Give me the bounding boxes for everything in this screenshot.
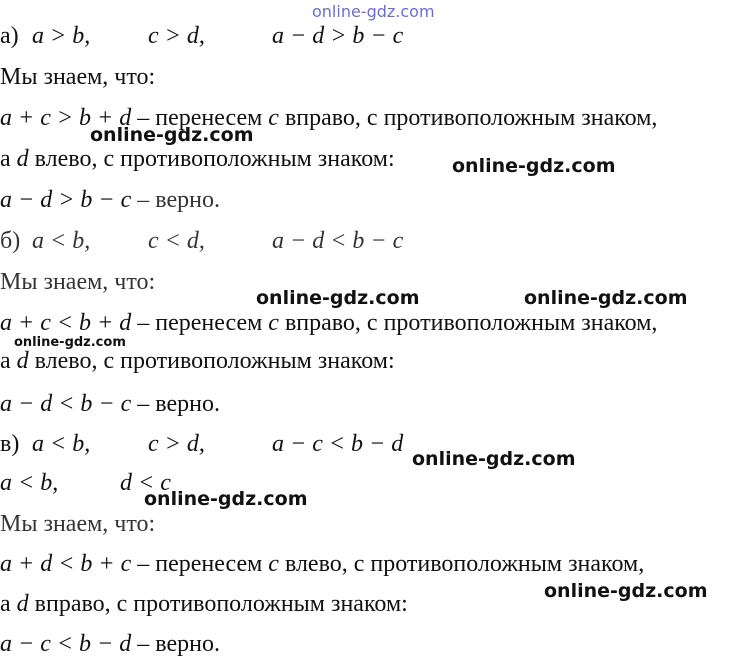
part-c-rewrite	[0, 469, 171, 497]
part-a-step-1-var: c	[268, 105, 279, 131]
part-b-step-1-math: a + c < b + d	[0, 310, 132, 336]
part-a-step-1-rest: вправо, с противоположным знаком,	[278, 105, 658, 131]
part-c-result	[0, 630, 220, 657]
watermark-1: online-gdz.com	[90, 124, 254, 146]
part-b-cond-2: c < d,	[148, 228, 205, 254]
part-b-result-text: – верно.	[131, 391, 220, 417]
part-b-step-2-rest: влево, с противоположным знаком:	[28, 348, 395, 374]
part-b-result	[0, 390, 220, 418]
part-a-result-math: a − d > b − c	[0, 187, 132, 213]
watermark-top: online-gdz.com	[312, 2, 435, 21]
part-b-cond-1: a < b,	[32, 228, 91, 254]
part-b-result-math: a − d < b − c	[0, 391, 132, 417]
part-b-label: б)	[0, 228, 21, 254]
part-a-goal: a − d > b − c	[272, 23, 404, 49]
part-b-we-know: Мы знаем, что:	[0, 269, 156, 295]
part-b-step-1-text: – перенесем	[131, 310, 269, 336]
part-c-header	[0, 430, 404, 458]
watermark-8: online-gdz.com	[544, 580, 708, 602]
part-a-step-2	[0, 145, 395, 173]
part-c-step-1-rest: влево, с противоположным знаком,	[278, 551, 645, 577]
part-a-step-2-rest: влево, с противоположным знаком:	[28, 146, 395, 172]
part-a-step-2-pre: а	[0, 146, 17, 172]
watermark-6: online-gdz.com	[412, 448, 576, 470]
part-a-step-2-var: d	[16, 146, 29, 172]
part-b-step-2-pre: а	[0, 348, 17, 374]
part-c-step-2	[0, 590, 408, 618]
part-b-step-2	[0, 347, 395, 375]
part-b-step-1-var: c	[268, 310, 279, 336]
part-c-rewrite-1: a < b,	[0, 470, 59, 496]
part-c-step-1	[0, 550, 644, 578]
part-c-step-1-var: c	[268, 551, 279, 577]
part-a-cond-1: a > b,	[32, 23, 91, 49]
part-a-step-1-math: a + c > b + d	[0, 105, 132, 131]
part-c-cond-2: c > d,	[148, 431, 205, 457]
part-c-rewrite-2: d < c	[120, 470, 171, 496]
part-c-we-know: Мы знаем, что:	[0, 511, 156, 537]
watermark-3: online-gdz.com	[256, 287, 420, 309]
part-c-step-2-pre: а	[0, 591, 17, 617]
part-c-cond-1: a < b,	[32, 431, 91, 457]
part-c-label: в)	[0, 431, 20, 457]
watermark-4: online-gdz.com	[524, 287, 688, 309]
part-c-step-1-math: a + d < b + c	[0, 551, 132, 577]
part-c-step-2-rest: вправо, с противоположным знаком:	[28, 591, 408, 617]
part-c-result-math: a − c < b − d	[0, 631, 132, 657]
part-c-goal: a − c < b − d	[272, 431, 404, 457]
part-c-step-2-var: d	[16, 591, 29, 617]
part-b-step-1-rest: вправо, с противоположным знаком,	[278, 310, 658, 336]
watermark-7: online-gdz.com	[144, 488, 308, 510]
part-b-step-2-var: d	[16, 348, 29, 374]
watermark-2: online-gdz.com	[452, 155, 616, 177]
part-a-we-know: Мы знаем, что:	[0, 64, 156, 90]
part-a-header	[0, 22, 404, 50]
part-a-result	[0, 186, 220, 214]
part-b-header	[0, 227, 404, 255]
part-b-goal: a − d < b − c	[272, 228, 404, 254]
part-c-step-1-text: – перенесем	[131, 551, 269, 577]
part-a-cond-2: c > d,	[148, 23, 205, 49]
part-a-step-1-text: – перенесем	[131, 105, 269, 131]
watermark-5: online-gdz.com	[14, 335, 126, 350]
part-b-step-1	[0, 309, 657, 337]
part-a-result-text: – верно.	[131, 187, 220, 213]
part-c-result-text: – верно.	[131, 631, 220, 657]
part-a-label: а)	[0, 23, 19, 49]
